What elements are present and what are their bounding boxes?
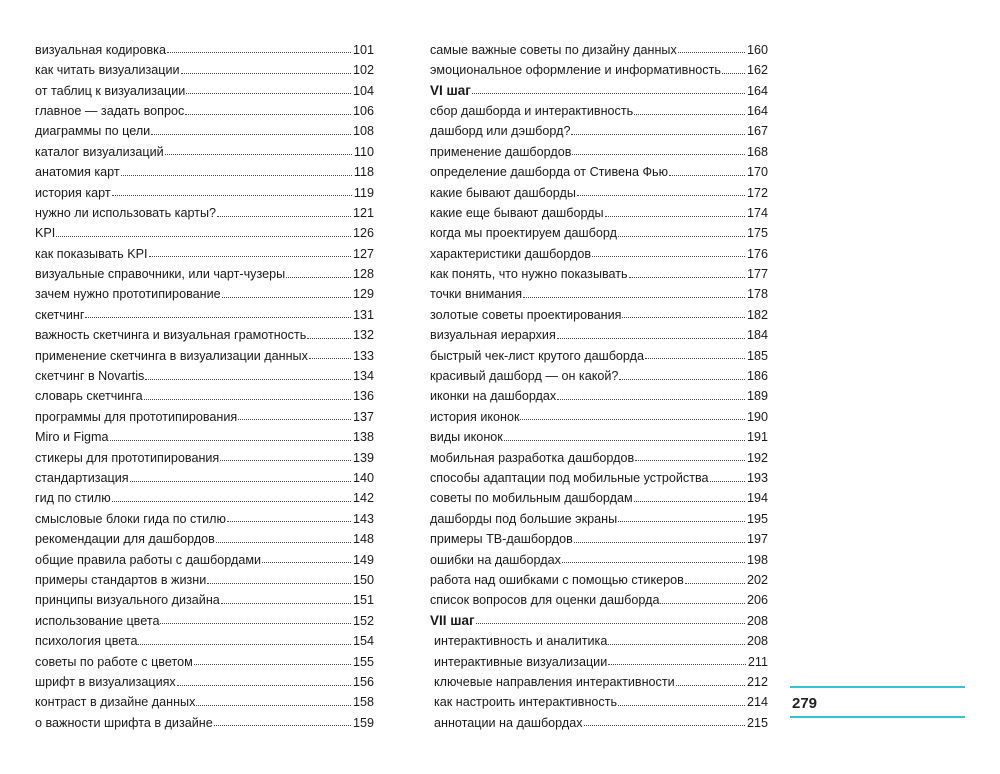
toc-entry-title: дашборд или дэшборд? [430, 124, 571, 139]
toc-entry-page: 177 [746, 267, 768, 282]
toc-entry-title: программы для прототипирования [35, 409, 238, 424]
toc-entry-page: 185 [746, 348, 768, 363]
toc-entry [35, 240, 374, 260]
toc-entry-page: 152 [352, 613, 374, 628]
toc-entry [35, 97, 374, 117]
toc-entry [430, 668, 768, 688]
accent-rule-top [790, 686, 965, 688]
toc-dot-leader [165, 154, 352, 155]
toc-dot-leader [214, 725, 351, 726]
toc-dot-leader [678, 52, 745, 53]
toc-dot-leader [112, 195, 352, 196]
toc-entry [430, 321, 768, 341]
toc-entry-page: 164 [746, 103, 768, 118]
toc-entry-page: 128 [352, 267, 374, 282]
toc-entry-page: 102 [352, 63, 374, 78]
toc-entry-page: 182 [746, 307, 768, 322]
toc-entry-title: советы по работе с цветом [35, 654, 193, 669]
toc-entry [430, 199, 768, 219]
toc-entry [35, 362, 374, 382]
toc-entry-title: примеры ТВ-дашбордов [430, 532, 573, 547]
toc-dot-leader [151, 134, 351, 135]
toc-dot-leader [307, 338, 351, 339]
toc-dot-leader [645, 358, 745, 359]
toc-dot-leader [592, 256, 745, 257]
toc-dot-leader [618, 521, 745, 522]
toc-entry [430, 403, 768, 423]
toc-entry-page: 190 [746, 409, 768, 424]
toc-entry-page: 136 [352, 389, 374, 404]
toc-entry [35, 403, 374, 423]
toc-entry [430, 587, 768, 607]
toc-entry-title: смысловые блоки гида по стилю [35, 511, 226, 526]
toc-entry-title: применение скетчинга в визуализации данных [35, 348, 308, 363]
toc-entry [35, 77, 374, 97]
toc-entry-page: 208 [746, 613, 768, 628]
toc-entry-title: как читать визуализации [35, 63, 180, 78]
toc-entry [430, 281, 768, 301]
toc-dot-leader [722, 73, 745, 74]
toc-entry-title: виды иконок [430, 430, 503, 445]
toc-entry-title: когда мы проектируем дашборд [430, 226, 617, 241]
toc-entry-page: 158 [352, 695, 374, 710]
toc-entry [35, 220, 374, 240]
toc-dot-leader [121, 175, 352, 176]
toc-entry [35, 505, 374, 525]
toc-dot-leader [618, 236, 745, 237]
toc-entry-page: 148 [352, 532, 374, 547]
page-number-block [790, 686, 965, 718]
toc-entry [430, 444, 768, 464]
toc-entry-page: 104 [352, 83, 374, 98]
toc-entry [430, 301, 768, 321]
toc-entry-page: 133 [352, 348, 374, 363]
toc-entry-title: работа над ошибками с помощью стикеров [430, 572, 684, 587]
toc-dot-leader [194, 664, 351, 665]
toc-entry-page: 164 [746, 83, 768, 98]
toc-dot-leader [523, 297, 745, 298]
toc-entry [35, 199, 374, 219]
toc-entry-page: 108 [352, 124, 374, 139]
toc-dot-leader [220, 460, 351, 461]
toc-dot-leader [472, 93, 745, 94]
toc-entry [430, 118, 768, 138]
toc-entry-page: 178 [746, 287, 768, 302]
toc-entry-title: визуальные справочники, или чарт-чузеры [35, 267, 286, 282]
toc-entry [430, 546, 768, 566]
toc-entry-page: 193 [746, 471, 768, 485]
toc-entry-page: 150 [352, 572, 374, 587]
page-number: 279 [792, 695, 818, 712]
toc-entry-page: 155 [352, 654, 374, 669]
toc-dot-leader [227, 521, 351, 522]
toc-entry-page: 118 [353, 165, 374, 180]
toc-entry [35, 321, 374, 341]
toc-entry-title: каталог визуализаций [35, 144, 164, 159]
toc-entry [35, 158, 374, 178]
toc-entry-page: 151 [352, 593, 374, 608]
toc-entry-page: 176 [746, 246, 768, 261]
toc-entry-title: стикеры для прототипирования [35, 450, 220, 465]
toc-entry [35, 648, 374, 668]
toc-entry-page: 168 [746, 144, 768, 159]
toc-dot-leader [608, 644, 745, 645]
toc-dot-leader [572, 154, 745, 155]
toc-entry [35, 260, 374, 280]
toc-dot-leader [608, 664, 746, 665]
toc-entry-page: 184 [746, 328, 768, 343]
toc-dot-leader [217, 216, 351, 217]
toc-entry [430, 423, 768, 443]
toc-entry [430, 362, 768, 382]
toc-entry [35, 709, 374, 729]
toc-entry [35, 383, 374, 403]
toc-entry [35, 525, 374, 545]
toc-entry [430, 689, 768, 709]
toc-entry-title: история иконок [430, 409, 520, 424]
toc-entry [35, 607, 374, 627]
toc-dot-leader [160, 623, 351, 624]
toc-entry [35, 566, 374, 586]
toc-dot-leader [635, 460, 745, 461]
toc-entry-title: эмоциональное оформление и информативность [430, 63, 721, 78]
toc-entry-page: 195 [746, 511, 768, 526]
toc-entry [35, 423, 374, 443]
toc-entry-page: 160 [746, 42, 768, 57]
toc-entry-page: 101 [352, 42, 374, 57]
toc-entry-title: способы адаптации под мобильные устройства [430, 471, 709, 485]
toc-entry-page: 215 [746, 715, 768, 730]
toc-entry-title: о важности шрифта в дизайне [35, 715, 213, 730]
toc-entry-page: 170 [746, 165, 768, 180]
toc-entry-page: 149 [352, 552, 374, 567]
toc-dot-leader [520, 419, 745, 420]
toc-entry-page: 106 [352, 103, 374, 118]
toc-entry-page: 174 [746, 205, 768, 220]
toc-entry-page: 198 [746, 552, 768, 567]
toc-entry-page: 143 [352, 511, 374, 526]
toc-entry-page: 129 [352, 287, 374, 302]
toc-dot-leader [605, 216, 745, 217]
toc-entry-page: 140 [352, 471, 374, 485]
toc-entry-title: шрифт в визуализациях [35, 674, 176, 689]
toc-entry-page: 186 [746, 369, 768, 384]
toc-dot-leader [710, 481, 745, 482]
toc-dot-leader [618, 705, 745, 706]
toc-entry-title: быстрый чек-лист крутого дашборда [430, 348, 644, 363]
toc-entry-title: Miro и Figma [35, 430, 109, 445]
toc-entry-title: психология цвета [35, 634, 138, 649]
toc-entry-page: 162 [746, 63, 768, 78]
toc-entry-page: 137 [352, 409, 374, 424]
toc-entry [430, 220, 768, 240]
toc-entry-page: 121 [352, 205, 374, 220]
toc-dot-leader [634, 501, 745, 502]
toc-dot-leader [669, 175, 745, 176]
toc-dot-leader [149, 256, 351, 257]
toc-entry-page: 194 [746, 491, 768, 506]
toc-entry-title: анатомия карт [35, 165, 120, 180]
toc-dot-leader [221, 603, 351, 604]
toc-dot-leader [262, 562, 351, 563]
toc-entry [430, 36, 768, 56]
toc-entry-page: 202 [746, 572, 768, 587]
toc-entry [35, 689, 374, 709]
toc-dot-leader [619, 379, 745, 380]
toc-entry-page: 192 [746, 450, 768, 465]
toc-entry-title: аннотации на дашбордах [434, 715, 583, 730]
toc-dot-leader [138, 644, 351, 645]
toc-entry-page: 214 [746, 695, 768, 710]
toc-dot-leader [309, 358, 351, 359]
toc-dot-leader [167, 52, 351, 53]
toc-entry-title: принципы визуального дизайна [35, 593, 220, 608]
toc-entry-title: стандартизация [35, 471, 129, 485]
toc-dot-leader [562, 562, 745, 563]
toc-entry [430, 709, 768, 729]
toc-entry-page: 127 [352, 246, 374, 261]
toc-dot-leader [676, 685, 745, 686]
toc-section-heading [430, 607, 768, 627]
toc-entry-page: 131 [352, 307, 374, 322]
toc-dot-leader [145, 379, 351, 380]
toc-entry-title: красивый дашборд — он какой? [430, 369, 619, 384]
toc-entry [430, 260, 768, 280]
toc-entry-title: VI шаг [430, 82, 471, 98]
toc-entry-title: история карт [35, 185, 111, 200]
toc-entry-title: зачем нужно прототипирование [35, 287, 221, 302]
toc-dot-leader [112, 501, 351, 502]
toc-entry-title: интерактивные визуализации [434, 654, 608, 669]
toc-entry-page: 156 [352, 674, 374, 689]
toc-dot-leader [238, 419, 351, 420]
toc-entry [35, 301, 374, 321]
toc-entry [35, 485, 374, 505]
toc-entry [430, 648, 768, 668]
toc-dot-leader [144, 399, 351, 400]
toc-entry-title: как понять, что нужно показывать [430, 267, 628, 282]
toc-entry-page: 208 [746, 634, 768, 649]
toc-dot-leader [629, 277, 745, 278]
toc-entry [35, 179, 374, 199]
toc-entry [430, 525, 768, 545]
toc-entry [430, 158, 768, 178]
toc-entry [430, 505, 768, 525]
toc-entry-title: скетчинг в Novartis [35, 369, 145, 384]
toc-entry-page: 197 [746, 532, 768, 547]
toc-entry-title: использование цвета [35, 613, 160, 628]
toc-entry-title: интерактивность и аналитика [434, 634, 608, 649]
toc-entry [430, 485, 768, 505]
toc-entry-title: ошибки на дашбордах [430, 552, 561, 567]
toc-entry-page: 212 [746, 674, 768, 689]
toc-entry-title: иконки на дашбордах [430, 389, 557, 404]
toc-dot-leader [216, 542, 351, 543]
toc-entry-title: определение дашборда от Стивена Фью [430, 165, 669, 180]
toc-entry-title: советы по мобильным дашбордам [430, 491, 633, 506]
toc-entry-title: словарь скетчинга [35, 389, 143, 404]
toc-dot-leader [584, 725, 745, 726]
toc-entry [35, 281, 374, 301]
toc-entry-page: 206 [746, 593, 768, 608]
toc-dot-leader [110, 440, 351, 441]
toc-dot-leader [557, 399, 745, 400]
toc-entry-title: применение дашбордов [430, 144, 572, 159]
toc-dot-leader [85, 317, 351, 318]
toc-dot-leader [577, 195, 745, 196]
toc-entry [35, 444, 374, 464]
toc-dot-leader [286, 277, 351, 278]
toc-dot-leader [660, 603, 745, 604]
toc-entry-title: самые важные советы по дизайну данных [430, 42, 677, 57]
toc-entry-title: сбор дашборда и интерактивность [430, 103, 634, 118]
toc-dot-leader [634, 114, 745, 115]
toc-entry-page: 126 [352, 226, 374, 241]
toc-entry-title: как показывать KPI [35, 246, 148, 261]
toc-dot-leader [571, 134, 745, 135]
toc-entry-title: KPI [35, 226, 56, 241]
toc-entry-title: примеры стандартов в жизни [35, 572, 207, 587]
toc-entry [35, 36, 374, 56]
toc-entry-title: общие правила работы с дашбордами [35, 552, 262, 567]
toc-dot-leader [207, 583, 351, 584]
toc-entry-title: какие еще бывают дашборды [430, 205, 604, 220]
toc-entry-page: 159 [352, 715, 374, 730]
toc-entry-title: рекомендации для дашбордов [35, 532, 215, 547]
toc-left-column [35, 36, 374, 729]
toc-dot-leader [196, 705, 351, 706]
toc-entry [430, 566, 768, 586]
toc-entry [430, 179, 768, 199]
toc-entry-page: 110 [353, 144, 374, 159]
toc-dot-leader [622, 317, 745, 318]
toc-entry-page: 132 [352, 328, 374, 343]
toc-entry-title: как настроить интерактивность [434, 695, 618, 710]
toc-entry-title: дашборды под большие экраны [430, 511, 618, 526]
toc-entry [430, 383, 768, 403]
toc-entry-title: какие бывают дашборды [430, 185, 576, 200]
toc-dot-leader [557, 338, 745, 339]
toc-entry-title: список вопросов для оценки дашборда [430, 593, 660, 608]
toc-dot-leader [504, 440, 745, 441]
toc-dot-leader [574, 542, 745, 543]
accent-rule-bottom [790, 716, 965, 718]
toc-entry-page: 189 [746, 389, 768, 404]
toc-entry [430, 56, 768, 76]
toc-entry-page: 167 [746, 124, 768, 139]
toc-entry-title: визуальная кодировка [35, 42, 166, 57]
toc-entry [35, 56, 374, 76]
toc-entry [430, 138, 768, 158]
toc-entry-page: 119 [353, 185, 374, 200]
toc-dot-leader [56, 236, 351, 237]
toc-right-column [430, 36, 768, 729]
toc-entry-title: золотые советы проектирования [430, 307, 622, 322]
toc-entry-page: 154 [352, 634, 374, 649]
toc-entry-title: характеристики дашбордов [430, 246, 592, 261]
toc-entry-title: главное — задать вопрос [35, 103, 185, 118]
toc-entry-title: контраст в дизайне данных [35, 695, 196, 710]
toc-entry [430, 627, 768, 647]
toc-entry [35, 342, 374, 362]
toc-entry [430, 240, 768, 260]
toc-dot-leader [185, 114, 351, 115]
toc-entry-title: гид по стилю [35, 491, 111, 506]
toc-entry [430, 342, 768, 362]
toc-entry-title: визуальная иерархия [430, 328, 556, 343]
toc-dot-leader [130, 481, 351, 482]
toc-entry [35, 627, 374, 647]
toc-dot-leader [186, 93, 351, 94]
toc-entry-page: 172 [746, 185, 768, 200]
toc-entry [35, 668, 374, 688]
toc-dot-leader [685, 583, 745, 584]
toc-entry-title: ключевые направления интерактивности [434, 674, 675, 689]
toc-entry-page: 138 [352, 430, 374, 445]
toc-entry-page: 175 [746, 226, 768, 241]
toc-entry-page: 142 [352, 491, 374, 506]
toc-dot-leader [177, 685, 351, 686]
toc-entry-title: точки внимания [430, 287, 523, 302]
toc-entry-page: 211 [747, 654, 768, 669]
toc-entry-title: мобильная разработка дашбордов [430, 450, 635, 465]
toc-entry-title: скетчинг [35, 307, 85, 322]
toc-entry-page: 134 [352, 369, 374, 384]
toc-dot-leader [222, 297, 351, 298]
toc-entry [35, 138, 374, 158]
toc-entry [35, 118, 374, 138]
toc-entry [430, 464, 768, 484]
toc-entry [35, 546, 374, 566]
toc-dot-leader [181, 73, 351, 74]
toc-dot-leader [476, 623, 745, 624]
toc-entry [430, 97, 768, 117]
toc-entry [35, 587, 374, 607]
toc-entry-title: от таблиц к визуализации [35, 83, 186, 98]
toc-entry-title: важность скетчинга и визуальная грамотность [35, 328, 307, 343]
toc-entry-title: VII шаг [430, 612, 475, 628]
toc-section-heading [430, 77, 768, 97]
toc-entry-title: диаграммы по цели [35, 124, 151, 139]
toc-entry-title: нужно ли использовать карты? [35, 205, 217, 220]
toc-entry-page: 139 [352, 450, 374, 465]
toc-entry [35, 464, 374, 484]
toc-entry-page: 191 [746, 430, 768, 445]
